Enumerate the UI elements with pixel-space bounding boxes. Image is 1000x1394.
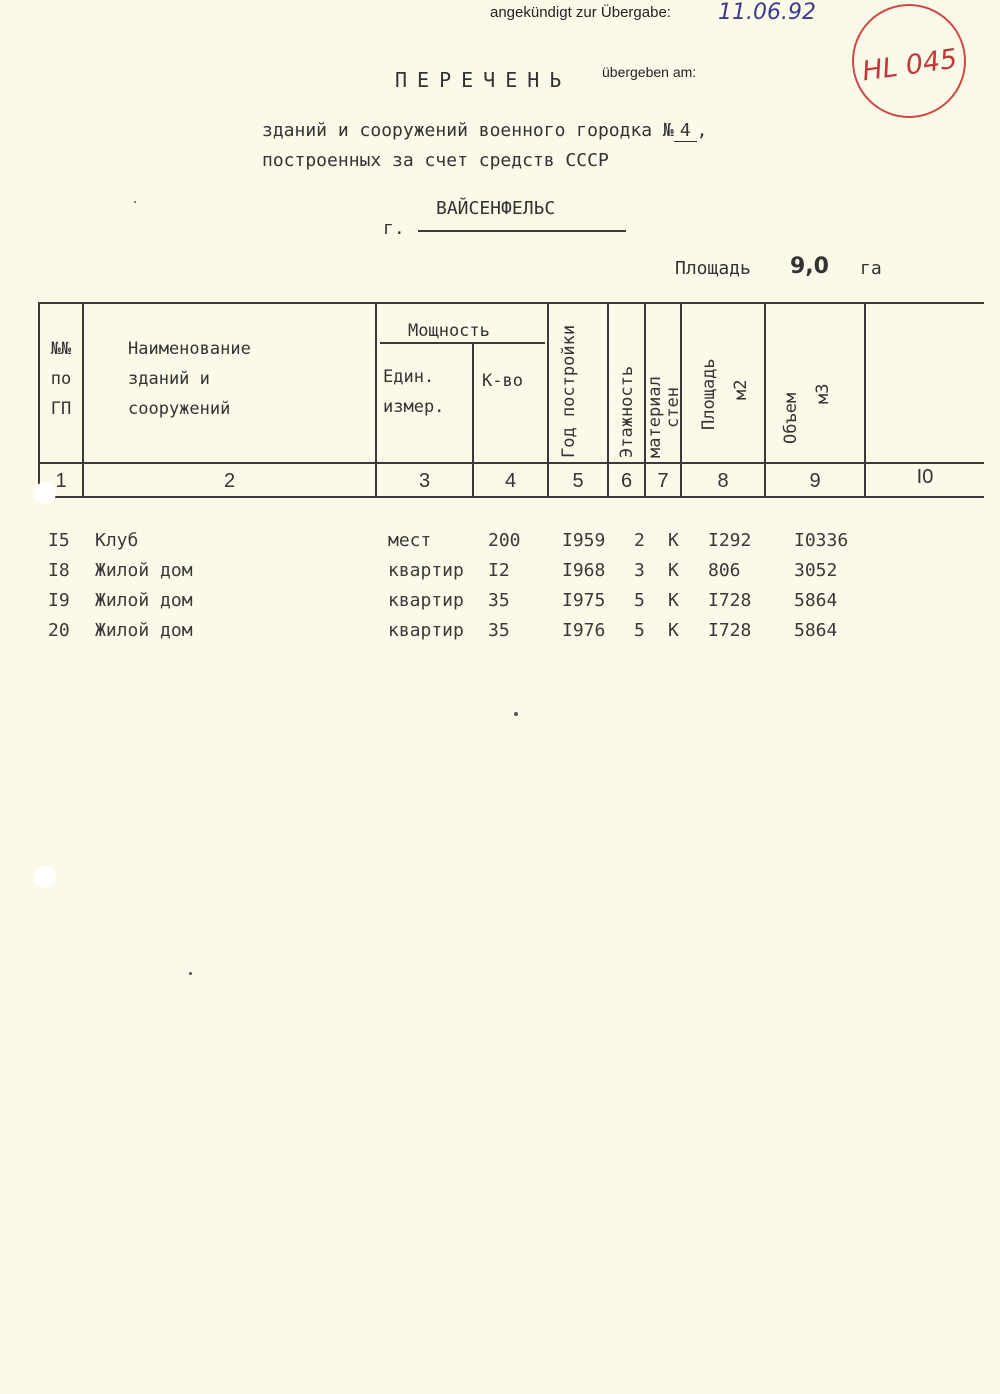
cell-qty: I2 <box>488 560 510 581</box>
cell-name: Клуб <box>95 530 139 551</box>
cell-gp: I9 <box>48 590 70 611</box>
cell-year: I968 <box>562 560 606 581</box>
cell-qty: 200 <box>488 530 521 551</box>
cell-unit: квартир <box>388 560 464 581</box>
cell-qty: 35 <box>488 620 510 641</box>
volume-header-line: м3 <box>813 383 833 404</box>
col-gp-header-line: ГП <box>50 399 72 419</box>
material-header <box>646 376 682 458</box>
volume-header <box>782 384 832 444</box>
cell-area: I728 <box>708 620 752 641</box>
col-gp-header <box>42 334 80 424</box>
col-divider <box>375 302 377 496</box>
town-number: 4 <box>674 120 697 142</box>
cell-material: К <box>668 620 679 641</box>
cell-floors: 5 <box>634 620 645 641</box>
ink-speck <box>514 712 518 716</box>
col-gp-header-line: №№ <box>50 339 72 359</box>
subtitle-line-2: построенных за счет средств СССР <box>262 150 609 171</box>
cell-volume: 3052 <box>794 560 838 581</box>
table-row <box>0 590 1000 620</box>
col-name-header-line: Наименование <box>128 339 251 359</box>
cell-qty: 35 <box>488 590 510 611</box>
announced-date: 11.06.92 <box>718 0 816 25</box>
cell-unit: квартир <box>388 620 464 641</box>
cell-name: Жилой дом <box>95 560 193 581</box>
punch-hole <box>34 866 56 888</box>
cell-unit: мест <box>388 530 432 551</box>
year-header: Год постройки <box>559 324 579 458</box>
col-name-header-line: сооружений <box>128 399 231 419</box>
city-prefix: г. <box>383 218 405 239</box>
table-top-border <box>38 302 984 304</box>
ink-speck <box>189 972 192 975</box>
material-header-line: материал <box>645 376 665 458</box>
handed-over-label: übergeben am: <box>602 64 697 80</box>
col-number: 6 <box>620 470 633 492</box>
col-number: 4 <box>504 470 517 492</box>
cell-volume: 5864 <box>794 590 838 611</box>
material-header-line: стен <box>663 387 683 428</box>
col-number: 9 <box>809 470 821 492</box>
cell-name: Жилой дом <box>95 620 193 641</box>
cell-volume: I0336 <box>794 530 849 551</box>
cell-floors: 3 <box>634 560 645 581</box>
col-number: 5 <box>572 470 584 492</box>
area-header-line: м2 <box>731 379 751 400</box>
col-divider <box>764 302 766 496</box>
area-unit: га <box>860 258 882 279</box>
cell-unit: квартир <box>388 590 464 611</box>
cell-gp: I8 <box>48 560 70 581</box>
cell-year: I975 <box>562 590 606 611</box>
cell-material: К <box>668 560 679 581</box>
table-bottom-border <box>38 496 984 498</box>
subtitle-prefix: зданий и сооружений военного городка № <box>262 120 674 141</box>
table-row <box>0 620 1000 650</box>
col-name-header <box>128 334 251 424</box>
col-number: 2 <box>223 470 236 492</box>
col-gp-header-line: по <box>50 369 72 389</box>
punch-hole <box>34 482 56 504</box>
power-header: Мощность <box>408 321 490 341</box>
subtitle-line-1 <box>262 120 708 141</box>
cell-area: I728 <box>708 590 752 611</box>
cell-year: I959 <box>562 530 606 551</box>
table-row <box>0 530 1000 560</box>
cell-floors: 5 <box>634 590 645 611</box>
city-underline <box>418 230 626 232</box>
document-title: ПЕРЕЧЕНЬ <box>395 68 572 92</box>
announced-label: angekündigt zur Übergabe: <box>490 4 671 21</box>
unit-header <box>383 362 444 422</box>
ink-speck <box>134 201 136 203</box>
archive-stamp-code: HL 045 <box>860 43 960 88</box>
qty-header: К-во <box>482 371 523 391</box>
area-header <box>700 358 750 430</box>
cell-area: 806 <box>708 560 741 581</box>
col-divider <box>82 302 84 496</box>
floors-header: Этажность <box>617 365 637 458</box>
col-name-header-line: зданий и <box>128 369 210 389</box>
subtitle-comma: , <box>696 120 708 141</box>
col-divider <box>547 302 549 496</box>
volume-header-line: Объем <box>781 392 801 444</box>
col-divider <box>38 302 40 496</box>
cell-name: Жилой дом <box>95 590 193 611</box>
cell-area: I292 <box>708 530 752 551</box>
col-number: I0 <box>916 466 934 488</box>
archive-stamp <box>852 4 966 118</box>
cell-floors: 2 <box>634 530 645 551</box>
header-bottom-border <box>38 462 984 464</box>
col-divider <box>607 302 609 496</box>
cell-material: К <box>668 530 679 551</box>
cell-gp: 20 <box>48 620 70 641</box>
area-label: Площадь <box>675 258 751 279</box>
cell-gp: I5 <box>48 530 70 551</box>
unit-header-line: Един. <box>383 367 435 387</box>
area-header-line: Площадь <box>699 358 719 430</box>
area-value: 9,0 <box>790 254 829 279</box>
col-number: 7 <box>657 470 669 492</box>
city-name: ВАЙСЕНФЕЛЬС <box>436 198 556 219</box>
col-number: 8 <box>717 470 729 492</box>
table-row <box>0 560 1000 590</box>
unit-header-line: измер. <box>383 397 445 417</box>
cell-volume: 5864 <box>794 620 838 641</box>
cell-material: К <box>668 590 679 611</box>
col-number: 1 <box>55 470 67 492</box>
col-number: 3 <box>418 470 431 492</box>
cell-year: I976 <box>562 620 606 641</box>
